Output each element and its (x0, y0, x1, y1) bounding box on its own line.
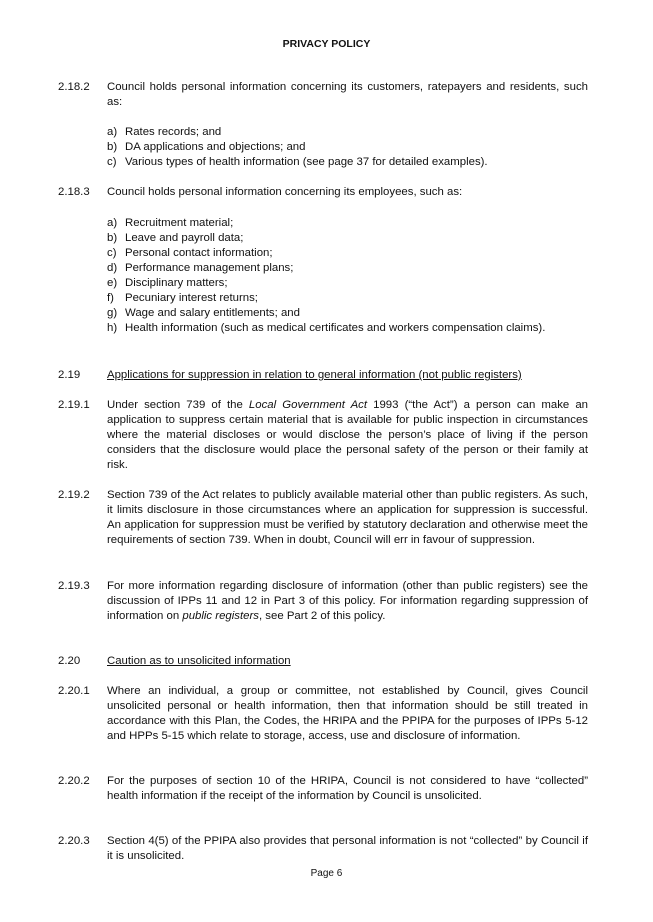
list-item (107, 231, 588, 246)
section-number: 2.19 (58, 369, 81, 381)
section-2-20-3 (58, 834, 588, 864)
section-2-20-2 (58, 774, 588, 804)
list-text: Wage and salary entitlements; and (125, 307, 300, 319)
list-text: Recruitment material; (125, 217, 234, 229)
text-run: Under section 739 of the (107, 399, 249, 411)
section-text: Where an individual, a group or committee, not established by Council, gives Council unsolicited personal or health information, then that information should be still treated in accordance with this Plan, the Codes, the HRIPA and the PPIPA for the purposes of IPPs 5-12 and HPPs 5-15 which relate to storage, access, use and disclosure of information. (107, 685, 588, 742)
list-label: f) (107, 292, 114, 304)
list-item (107, 261, 588, 276)
section-text: Council holds personal information concerning its customers, ratepayers and residents, such as: (107, 81, 588, 108)
section-2-19-3 (58, 579, 588, 624)
list-item (107, 140, 588, 155)
list-label: g) (107, 307, 118, 319)
section-number: 2.20 (58, 655, 81, 667)
section-number: 2.18.2 (58, 81, 90, 93)
section-2-20-1 (58, 684, 588, 744)
list-text: Rates records; and (125, 126, 222, 138)
list-text: Performance management plans; (125, 262, 294, 274)
page-number: Page 6 (310, 868, 343, 879)
section-number: 2.19.1 (58, 399, 90, 411)
section-2-20-heading (58, 654, 588, 669)
section-number: 2.19.2 (58, 489, 90, 501)
list-label: a) (107, 217, 118, 229)
section-2-19-heading (58, 368, 588, 383)
section-text: Section 4(5) of the PPIPA also provides that personal information is not “collected” by Council if it is unsolicited. (107, 835, 588, 862)
section-heading: Applications for suppression in relation to general information (not public registers) (107, 369, 522, 381)
list-label: c) (107, 247, 117, 259)
list-text: Various types of health information (see page 37 for detailed examples). (125, 156, 488, 168)
section-number: 2.20.3 (58, 835, 90, 847)
text-run: , see Part 2 of this policy. (258, 610, 386, 622)
section-2-19-2 (58, 488, 588, 548)
list-label: b) (107, 141, 118, 153)
act-title: Local Government Act (248, 399, 368, 411)
list-item (107, 306, 588, 321)
section-text (107, 579, 588, 624)
list-text: Personal contact information; (125, 247, 273, 259)
list-item (107, 155, 588, 170)
list-text: DA applications and objections; and (125, 141, 306, 153)
section-number: 2.19.3 (58, 580, 90, 592)
list-item (107, 216, 588, 231)
page-header: PRIVACY POLICY (282, 38, 371, 50)
list-text: Health information (such as medical certificates and workers compensation claims). (125, 322, 546, 334)
customer-info-list (107, 125, 588, 170)
list-label: h) (107, 322, 118, 334)
section-2-19-1 (58, 398, 588, 473)
list-item (107, 276, 588, 291)
section-text (107, 398, 588, 473)
list-item (107, 321, 588, 336)
list-text: Pecuniary interest returns; (125, 292, 258, 304)
section-number: 2.20.2 (58, 775, 90, 787)
list-item (107, 125, 588, 140)
list-text: Leave and payroll data; (125, 232, 244, 244)
list-label: e) (107, 277, 118, 289)
list-text: Disciplinary matters; (125, 277, 228, 289)
section-2-18-3 (58, 185, 588, 200)
list-label: a) (107, 126, 118, 138)
list-item (107, 246, 588, 261)
list-label: c) (107, 156, 117, 168)
section-heading: Caution as to unsolicited information (107, 655, 291, 667)
section-number: 2.20.1 (58, 685, 90, 697)
section-text: For the purposes of section 10 of the HRIPA, Council is not considered to have “collected” health information if the receipt of the information by Council is unsolicited. (107, 775, 588, 802)
section-2-18-2 (58, 80, 588, 110)
section-text: Section 739 of the Act relates to publicly available material other than public registers. As such, it limits disclosure in those circumstances where an application for suppression is successful. An application for suppression must be verified by statutory declaration and otherwise meet the requirements of section 739. When in doubt, Council will err in favour of suppression. (107, 489, 588, 546)
employee-info-list (107, 216, 588, 336)
list-label: d) (107, 262, 118, 274)
section-number: 2.18.3 (58, 186, 90, 198)
text-run: For more information regarding disclosure of information (other than public registers) see the discussion of IPPs 11 and 12 in Part 3 of this policy. For information regarding suppression of information on (107, 580, 588, 622)
text-run: 1993 (“the Act”) a person can make an application to suppress certain material that is available for public inspection in circumstances where the material discloses or would disclose the person’s place of living if the person considers that the disclosure would place the personal safety of the person or their family at risk. (107, 399, 588, 471)
italic-term: public registers (182, 610, 259, 622)
list-label: b) (107, 232, 118, 244)
list-item (107, 291, 588, 306)
section-text: Council holds personal information concerning its employees, such as: (107, 186, 463, 198)
